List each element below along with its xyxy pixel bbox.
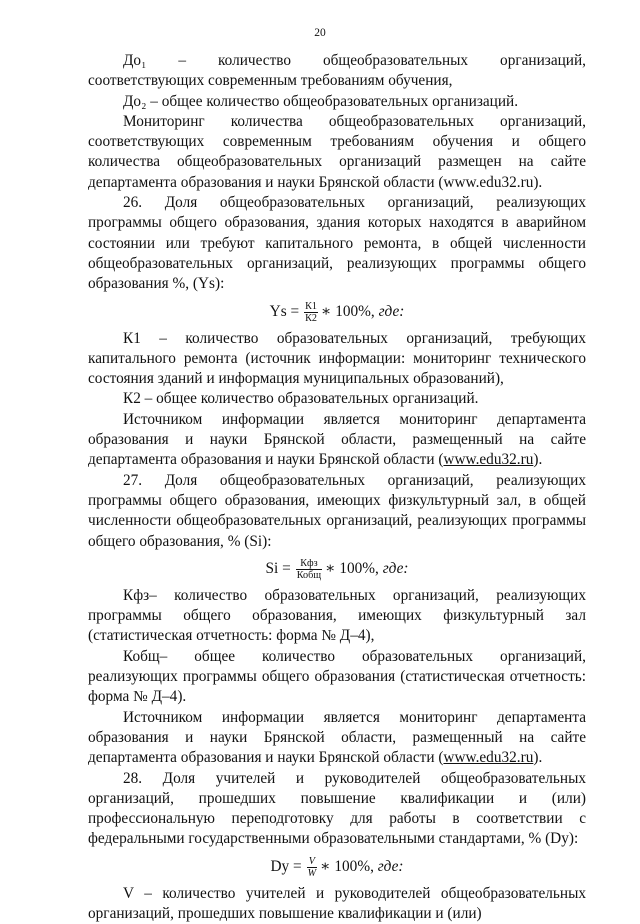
formula — [88, 853, 586, 880]
website-link[interactable]: www.edu32.ru — [443, 451, 534, 469]
paragraph — [88, 769, 586, 850]
formula-fraction — [307, 856, 318, 879]
fraction-numerator: V — [307, 856, 318, 868]
page-number: 20 — [314, 27, 326, 39]
formula-where: где: — [377, 857, 404, 875]
paragraph-text: 26. Доля общеобразовательных организаций, реализующих программы общего образования, здания которых находятся в аварийном состоянии или требуют капитального ремонта, в общей численности общеобразовательных организаций, реализующих программы общего образования %, (Ys): — [88, 194, 586, 293]
paragraph — [88, 92, 586, 112]
paragraph-text: До₁ – количество общеобразовательных организаций, соответствующих современным требованиям обучения, — [88, 52, 586, 90]
formula-multiplier: ∗ 100%, — [321, 302, 375, 320]
paragraph — [88, 193, 586, 294]
paragraph-text-end: ). — [533, 451, 543, 469]
document-body — [88, 51, 586, 924]
paragraph-text-end: ). — [533, 749, 543, 767]
fraction-denominator: К2 — [305, 312, 317, 324]
paragraph-text: Источником информации является мониторинг департамента образования и науки Брянской области, размещенный на сайте департамента образования и науки Брянской области ( — [88, 708, 586, 767]
paragraph-text: Кфз– количество образовательных организаций, реализующих программы общего образования, имеющих физкультурный зал (статистическая отчетность: форма № Д–4), — [88, 586, 586, 645]
paragraph-text: Источником информации является мониторинг департамента образования и науки Брянской области, размещенный на сайте департамента образования и науки Брянской области ( — [88, 410, 586, 469]
paragraph-text: Кобщ– общее количество образовательных организаций, реализующих программы общего образования (статистическая отчетность: форма № Д–4). — [88, 647, 586, 706]
paragraph — [88, 708, 586, 769]
formula-where: где: — [382, 559, 409, 577]
paragraph-text: К2 – общее количество образовательных организаций. — [123, 390, 479, 408]
formula-where: где: — [378, 302, 405, 320]
formula-multiplier: ∗ 100%, — [325, 559, 379, 577]
paragraph-text: К1 – количество образовательных организаций, требующих капитального ремонта (источник информации: мониторинг технического состояния зданий и информация муниципальных образований), — [88, 329, 586, 388]
paragraph — [88, 51, 586, 92]
paragraph — [88, 647, 586, 708]
paragraph-text: 28. Доля учителей и руководителей общеобразовательных организаций, прошедших повышение квалификации и (или) профессиональную переподготовку для работы в соответствии с федеральными государственными образовательными стандартами, % (Dy): — [88, 769, 586, 848]
paragraph-text: Мониторинг количества общеобразовательных организаций, соответствующих современным требованиям обучения и общего количества общеобразовательных организаций размещен на сайте департамента образования и науки Брянской области (www.edu32.ru). — [88, 112, 586, 191]
formula-fraction — [296, 558, 322, 581]
fraction-numerator: Кфз — [296, 558, 322, 570]
paragraph — [88, 410, 586, 471]
website-link[interactable]: www.edu32.ru — [443, 749, 534, 767]
formula — [88, 298, 586, 325]
fraction-denominator: Кобщ — [296, 569, 322, 581]
paragraph — [88, 329, 586, 390]
paragraph-text: До₂ – общее количество общеобразовательных организаций. — [123, 92, 519, 110]
paragraph-text: V – количество учителей и руководителей общеобразовательных организаций, прошедших повышение квалификации и (или) — [88, 884, 586, 922]
formula — [88, 555, 586, 582]
formula-lhs: Si = — [265, 559, 291, 577]
formula-multiplier: ∗ 100%, — [320, 857, 374, 875]
formula-fraction — [304, 301, 318, 324]
paragraph-text: 27. Доля общеобразовательных организаций, реализующих программы общего образования, имеющих физкультурный зал, в общей численности общеобразовательных организаций, реализующих программы общего образования, % (Si): — [88, 471, 586, 550]
formula-lhs: Ys = — [269, 302, 300, 320]
formula-lhs: Dy = — [270, 857, 302, 875]
paragraph — [88, 586, 586, 647]
paragraph — [88, 389, 586, 409]
paragraph — [88, 884, 586, 924]
fraction-denominator: W — [307, 867, 317, 879]
paragraph — [88, 112, 586, 193]
paragraph — [88, 471, 586, 552]
fraction-numerator: К1 — [305, 300, 317, 312]
